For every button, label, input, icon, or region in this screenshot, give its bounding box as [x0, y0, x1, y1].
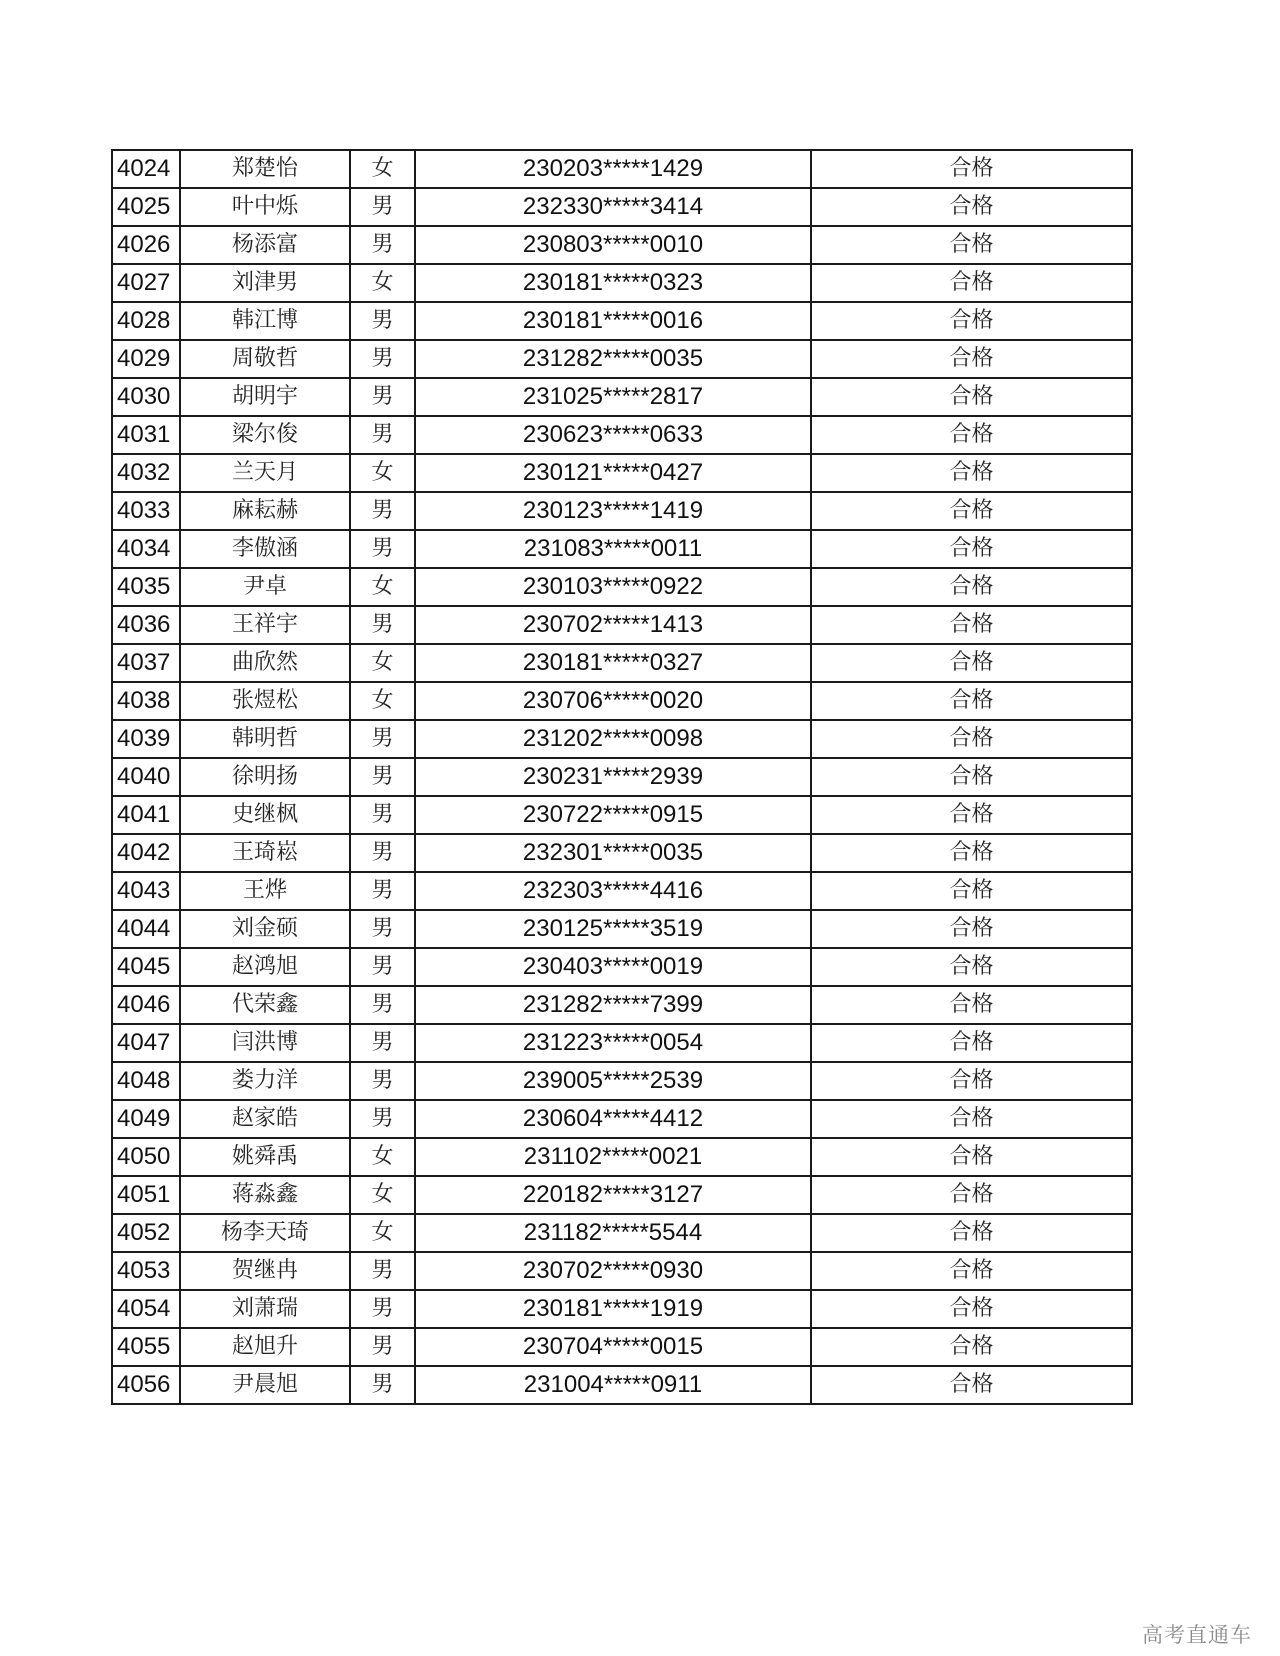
table-row	[112, 1100, 1132, 1138]
cell-result: 合格	[811, 1290, 1132, 1328]
cell-number: 4053	[112, 1252, 180, 1290]
cell-number: 4047	[112, 1024, 180, 1062]
cell-number: 4046	[112, 986, 180, 1024]
cell-gender: 女	[350, 264, 415, 302]
table-row	[112, 454, 1132, 492]
cell-name: 杨添富	[180, 226, 350, 264]
cell-number: 4027	[112, 264, 180, 302]
table-row	[112, 188, 1132, 226]
table-row	[112, 796, 1132, 834]
cell-name: 闫洪博	[180, 1024, 350, 1062]
cell-id-number: 231102*****0021	[415, 1138, 811, 1176]
cell-name: 杨李天琦	[180, 1214, 350, 1252]
cell-gender: 男	[350, 302, 415, 340]
table-row	[112, 720, 1132, 758]
table-row	[112, 1290, 1132, 1328]
table-row	[112, 530, 1132, 568]
cell-result: 合格	[811, 1176, 1132, 1214]
cell-id-number: 230181*****1919	[415, 1290, 811, 1328]
cell-result: 合格	[811, 720, 1132, 758]
cell-result: 合格	[811, 986, 1132, 1024]
cell-number: 4035	[112, 568, 180, 606]
table-row	[112, 568, 1132, 606]
table-row	[112, 1176, 1132, 1214]
cell-name: 赵旭升	[180, 1328, 350, 1366]
cell-result: 合格	[811, 834, 1132, 872]
cell-id-number: 230704*****0015	[415, 1328, 811, 1366]
cell-gender: 男	[350, 1024, 415, 1062]
table-row	[112, 1138, 1132, 1176]
cell-name: 郑楚怡	[180, 150, 350, 188]
cell-name: 刘津男	[180, 264, 350, 302]
cell-result: 合格	[811, 1062, 1132, 1100]
cell-gender: 女	[350, 1138, 415, 1176]
cell-result: 合格	[811, 758, 1132, 796]
cell-name: 王祥宇	[180, 606, 350, 644]
cell-gender: 女	[350, 150, 415, 188]
cell-id-number: 231083*****0011	[415, 530, 811, 568]
cell-name: 娄力洋	[180, 1062, 350, 1100]
cell-id-number: 231025*****2817	[415, 378, 811, 416]
cell-number: 4031	[112, 416, 180, 454]
cell-result: 合格	[811, 1214, 1132, 1252]
cell-result: 合格	[811, 378, 1132, 416]
cell-gender: 女	[350, 682, 415, 720]
table-row	[112, 1214, 1132, 1252]
cell-name: 梁尔俊	[180, 416, 350, 454]
cell-id-number: 239005*****2539	[415, 1062, 811, 1100]
cell-number: 4033	[112, 492, 180, 530]
cell-name: 王琦崧	[180, 834, 350, 872]
cell-gender: 男	[350, 720, 415, 758]
cell-gender: 女	[350, 454, 415, 492]
cell-gender: 男	[350, 1328, 415, 1366]
cell-id-number: 230123*****1419	[415, 492, 811, 530]
cell-result: 合格	[811, 872, 1132, 910]
table-row	[112, 758, 1132, 796]
cell-id-number: 230231*****2939	[415, 758, 811, 796]
cell-result: 合格	[811, 1328, 1132, 1366]
cell-gender: 男	[350, 340, 415, 378]
cell-gender: 女	[350, 644, 415, 682]
cell-number: 4056	[112, 1366, 180, 1404]
cell-id-number: 230702*****0930	[415, 1252, 811, 1290]
cell-result: 合格	[811, 948, 1132, 986]
cell-number: 4049	[112, 1100, 180, 1138]
cell-number: 4026	[112, 226, 180, 264]
cell-id-number: 231004*****0911	[415, 1366, 811, 1404]
cell-result: 合格	[811, 1100, 1132, 1138]
cell-number: 4055	[112, 1328, 180, 1366]
cell-result: 合格	[811, 226, 1132, 264]
cell-id-number: 230181*****0327	[415, 644, 811, 682]
results-table	[111, 149, 1133, 1405]
cell-gender: 男	[350, 910, 415, 948]
cell-number: 4030	[112, 378, 180, 416]
cell-gender: 男	[350, 872, 415, 910]
cell-name: 胡明宇	[180, 378, 350, 416]
cell-gender: 女	[350, 1214, 415, 1252]
cell-name: 叶中烁	[180, 188, 350, 226]
cell-gender: 男	[350, 226, 415, 264]
cell-name: 尹卓	[180, 568, 350, 606]
table-row	[112, 264, 1132, 302]
cell-id-number: 231202*****0098	[415, 720, 811, 758]
cell-number: 4037	[112, 644, 180, 682]
cell-name: 史继枫	[180, 796, 350, 834]
cell-number: 4028	[112, 302, 180, 340]
cell-result: 合格	[811, 606, 1132, 644]
table-row	[112, 682, 1132, 720]
cell-number: 4029	[112, 340, 180, 378]
cell-name: 尹晨旭	[180, 1366, 350, 1404]
cell-name: 刘金硕	[180, 910, 350, 948]
cell-name: 兰天月	[180, 454, 350, 492]
table-row	[112, 150, 1132, 188]
cell-id-number: 231223*****0054	[415, 1024, 811, 1062]
cell-gender: 男	[350, 1366, 415, 1404]
cell-result: 合格	[811, 796, 1132, 834]
table-row	[112, 1328, 1132, 1366]
cell-result: 合格	[811, 1366, 1132, 1404]
cell-gender: 女	[350, 568, 415, 606]
cell-result: 合格	[811, 530, 1132, 568]
cell-name: 刘萧瑞	[180, 1290, 350, 1328]
cell-result: 合格	[811, 1138, 1132, 1176]
cell-number: 4044	[112, 910, 180, 948]
cell-number: 4050	[112, 1138, 180, 1176]
cell-gender: 男	[350, 758, 415, 796]
cell-id-number: 231282*****0035	[415, 340, 811, 378]
cell-result: 合格	[811, 492, 1132, 530]
cell-number: 4032	[112, 454, 180, 492]
cell-id-number: 230702*****1413	[415, 606, 811, 644]
cell-name: 周敬哲	[180, 340, 350, 378]
cell-result: 合格	[811, 454, 1132, 492]
cell-gender: 男	[350, 1100, 415, 1138]
cell-result: 合格	[811, 264, 1132, 302]
cell-name: 韩明哲	[180, 720, 350, 758]
cell-result: 合格	[811, 910, 1132, 948]
table-row	[112, 910, 1132, 948]
cell-id-number: 232330*****3414	[415, 188, 811, 226]
cell-number: 4024	[112, 150, 180, 188]
cell-gender: 男	[350, 1252, 415, 1290]
cell-gender: 男	[350, 530, 415, 568]
cell-gender: 男	[350, 986, 415, 1024]
cell-number: 4043	[112, 872, 180, 910]
cell-number: 4036	[112, 606, 180, 644]
cell-id-number: 230803*****0010	[415, 226, 811, 264]
cell-result: 合格	[811, 150, 1132, 188]
cell-number: 4051	[112, 1176, 180, 1214]
cell-result: 合格	[811, 188, 1132, 226]
cell-id-number: 231182*****5544	[415, 1214, 811, 1252]
cell-name: 姚舜禹	[180, 1138, 350, 1176]
cell-id-number: 231282*****7399	[415, 986, 811, 1024]
cell-number: 4039	[112, 720, 180, 758]
cell-id-number: 230623*****0633	[415, 416, 811, 454]
cell-name: 徐明扬	[180, 758, 350, 796]
cell-id-number: 220182*****3127	[415, 1176, 811, 1214]
cell-name: 张煜松	[180, 682, 350, 720]
table-row	[112, 378, 1132, 416]
cell-result: 合格	[811, 568, 1132, 606]
cell-name: 李傲涵	[180, 530, 350, 568]
cell-id-number: 230203*****1429	[415, 150, 811, 188]
results-table-body	[112, 150, 1132, 1404]
table-row	[112, 1062, 1132, 1100]
table-row	[112, 226, 1132, 264]
table-row	[112, 1024, 1132, 1062]
cell-number: 4052	[112, 1214, 180, 1252]
cell-id-number: 230403*****0019	[415, 948, 811, 986]
cell-id-number: 230181*****0323	[415, 264, 811, 302]
table-row	[112, 986, 1132, 1024]
cell-number: 4034	[112, 530, 180, 568]
cell-result: 合格	[811, 682, 1132, 720]
cell-gender: 男	[350, 492, 415, 530]
table-row	[112, 948, 1132, 986]
cell-number: 4042	[112, 834, 180, 872]
cell-gender: 男	[350, 1062, 415, 1100]
cell-name: 蒋淼鑫	[180, 1176, 350, 1214]
table-row	[112, 872, 1132, 910]
cell-gender: 男	[350, 1290, 415, 1328]
table-row	[112, 492, 1132, 530]
cell-gender: 男	[350, 416, 415, 454]
cell-name: 赵鸿旭	[180, 948, 350, 986]
table-row	[112, 1252, 1132, 1290]
cell-gender: 男	[350, 796, 415, 834]
cell-number: 4038	[112, 682, 180, 720]
cell-name: 王烨	[180, 872, 350, 910]
cell-name: 赵家皓	[180, 1100, 350, 1138]
cell-gender: 男	[350, 834, 415, 872]
cell-name: 麻耘赫	[180, 492, 350, 530]
cell-result: 合格	[811, 416, 1132, 454]
cell-id-number: 230604*****4412	[415, 1100, 811, 1138]
cell-name: 代荣鑫	[180, 986, 350, 1024]
cell-name: 曲欣然	[180, 644, 350, 682]
cell-id-number: 232301*****0035	[415, 834, 811, 872]
cell-id-number: 230121*****0427	[415, 454, 811, 492]
cell-id-number: 230706*****0020	[415, 682, 811, 720]
cell-gender: 男	[350, 378, 415, 416]
cell-gender: 男	[350, 188, 415, 226]
cell-result: 合格	[811, 340, 1132, 378]
cell-gender: 男	[350, 948, 415, 986]
cell-number: 4048	[112, 1062, 180, 1100]
cell-number: 4045	[112, 948, 180, 986]
cell-gender: 男	[350, 606, 415, 644]
cell-id-number: 230103*****0922	[415, 568, 811, 606]
table-row	[112, 834, 1132, 872]
watermark-text: 高考直通车	[1142, 1623, 1252, 1647]
table-row	[112, 416, 1132, 454]
table-row	[112, 1366, 1132, 1404]
cell-result: 合格	[811, 644, 1132, 682]
cell-gender: 女	[350, 1176, 415, 1214]
cell-name: 韩江博	[180, 302, 350, 340]
cell-id-number: 230722*****0915	[415, 796, 811, 834]
cell-id-number: 230181*****0016	[415, 302, 811, 340]
table-row	[112, 644, 1132, 682]
cell-number: 4025	[112, 188, 180, 226]
table-row	[112, 606, 1132, 644]
cell-id-number: 232303*****4416	[415, 872, 811, 910]
cell-id-number: 230125*****3519	[415, 910, 811, 948]
cell-number: 4041	[112, 796, 180, 834]
cell-number: 4040	[112, 758, 180, 796]
table-row	[112, 340, 1132, 378]
cell-number: 4054	[112, 1290, 180, 1328]
cell-name: 贺继冉	[180, 1252, 350, 1290]
table-row	[112, 302, 1132, 340]
cell-result: 合格	[811, 302, 1132, 340]
cell-result: 合格	[811, 1024, 1132, 1062]
cell-result: 合格	[811, 1252, 1132, 1290]
